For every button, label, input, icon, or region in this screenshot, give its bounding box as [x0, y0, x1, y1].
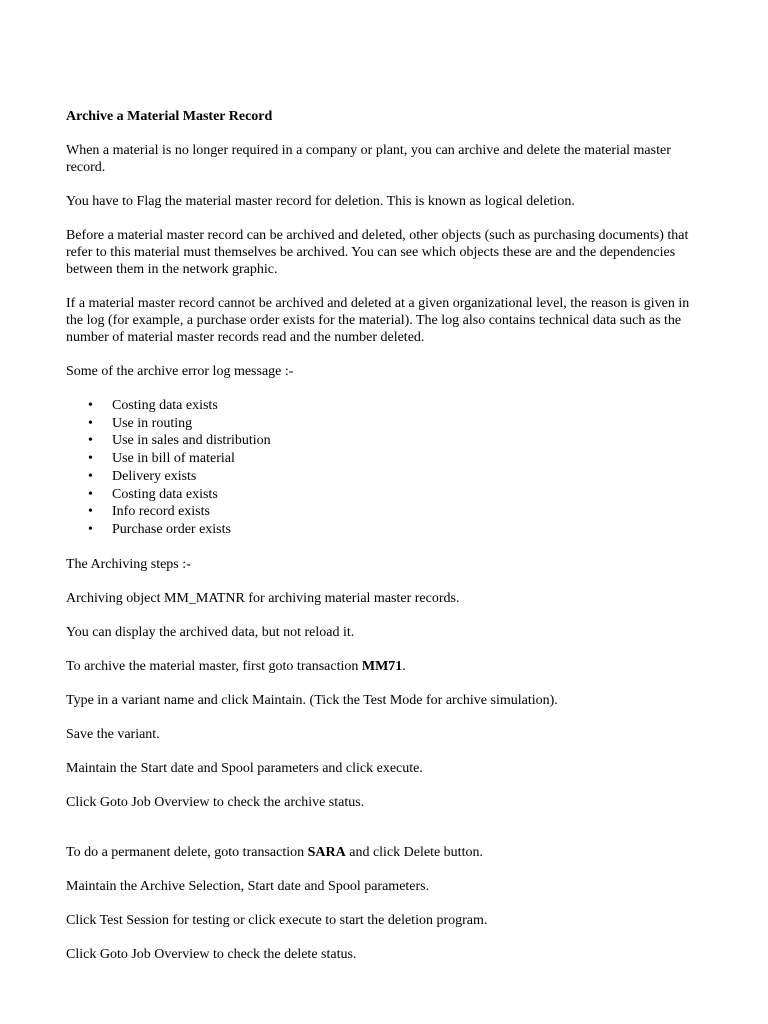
list-item: • Use in sales and distribution — [66, 432, 706, 450]
log-paragraph: If a material master record cannot be archived and deleted at a given organizational level, the reason is given in the log (for example, a purchase order exists for the material). The log also contains technical data such as the number of material master records read and the number deleted. — [66, 296, 690, 345]
intro-paragraph: When a material is no longer required in a company or plant, you can archive and delete the material master record. — [66, 143, 671, 175]
save-variant-step: Save the variant. — [66, 726, 160, 742]
archive-tx-text-before: To archive the material master, first goto transaction — [66, 658, 362, 674]
display-note: You can display the archived data, but not reload it. — [66, 624, 355, 640]
list-item: • Costing data exists — [66, 486, 706, 504]
job-overview-archive-step: Click Goto Job Overview to check the archive status. — [66, 794, 365, 810]
list-item: • Purchase order exists — [66, 521, 706, 539]
transaction-code-mm71: MM71 — [361, 658, 403, 674]
list-item: • Use in routing — [66, 415, 706, 433]
document-body — [66, 108, 706, 980]
list-item: • Use in bill of material — [66, 450, 706, 468]
section-spacer — [66, 828, 706, 844]
maintain-archive-selection-step: Maintain the Archive Selection, Start date and Spool parameters. — [66, 878, 430, 894]
steps-heading: The Archiving steps :- — [66, 556, 191, 572]
document-title: Archive a Material Master Record — [66, 109, 273, 124]
maintain-parameters-step: Maintain the Start date and Spool parameters and click execute. — [66, 760, 423, 776]
dependencies-paragraph: Before a material master record can be archived and deleted, other objects (such as purchasing documents) that refer to this material must themselves be archived. You can see which objects these are and the dependencies between them in the network graphic. — [66, 228, 689, 277]
delete-tx-text-before: To do a permanent delete, goto transaction — [66, 844, 308, 860]
transaction-code-sara: SARA — [307, 844, 346, 860]
error-message-list — [66, 397, 706, 539]
variant-step: Type in a variant name and click Maintain. (Tick the Test Mode for archive simulation). — [66, 692, 558, 708]
job-overview-delete-step: Click Goto Job Overview to check the delete status. — [66, 946, 357, 962]
list-item: • Delivery exists — [66, 468, 706, 486]
delete-transaction-step — [66, 844, 706, 861]
list-item: • Costing data exists — [66, 397, 706, 415]
delete-tx-text-after: and click Delete button. — [345, 844, 483, 860]
error-log-heading: Some of the archive error log message :- — [66, 364, 294, 379]
archiving-object-step: Archiving object MM_MATNR for archiving material master records. — [66, 590, 460, 606]
archive-transaction-step — [66, 658, 706, 675]
flag-paragraph: You have to Flag the material master record for deletion. This is known as logical deletion. — [66, 194, 575, 209]
list-item: • Info record exists — [66, 503, 706, 521]
archive-tx-text-after: . — [402, 658, 406, 674]
test-session-step: Click Test Session for testing or click execute to start the deletion program. — [66, 912, 488, 928]
